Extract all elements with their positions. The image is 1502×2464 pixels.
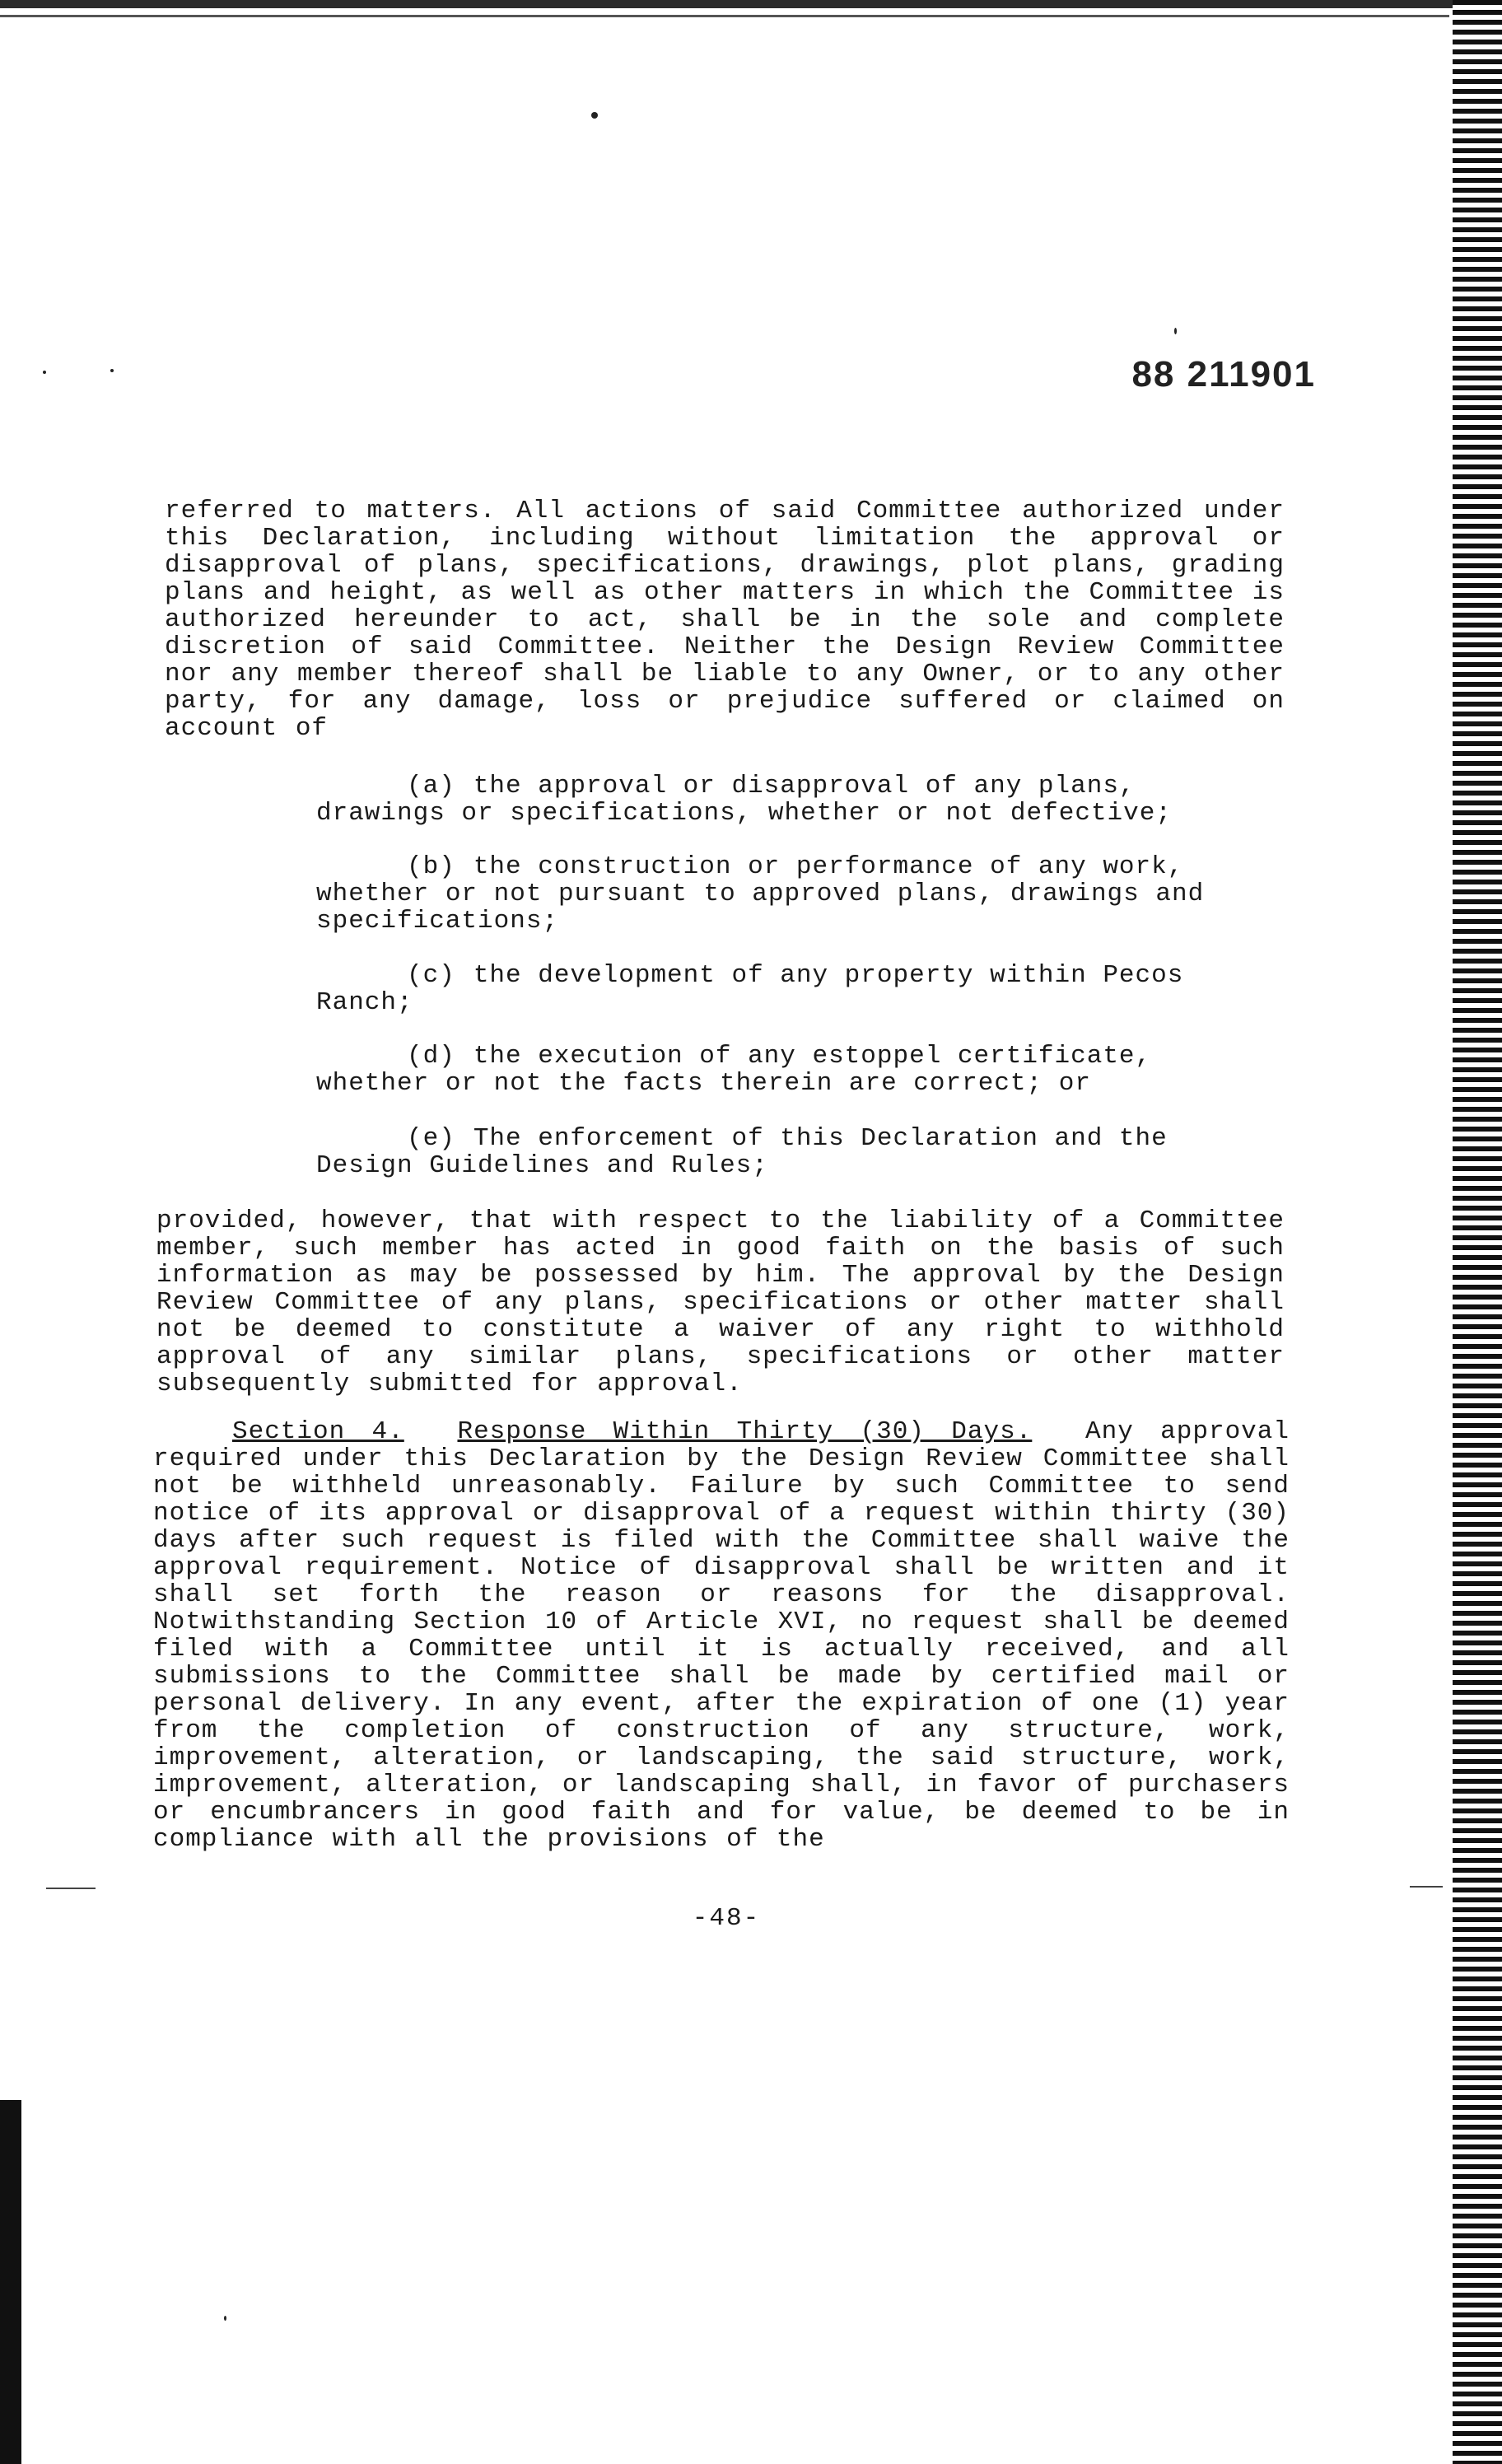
intro-paragraph: referred to matters. All actions of said Committee authorized under this Declaration, including without limitation the approval or disapproval of plans, specifications, drawings, plot plans, grading plans and height, as well as other matters in which the Committee is authorized hereunder to act, shall be in the sole and complete discretion of said Committee. Neither the Design Review Committee nor any member thereof shall be liable to any Owner, or to any other party, for any damage, loss or prejudice suffered or claimed on account of	[165, 497, 1285, 743]
section-text: Any approval required under this Declaration by the Design Review Committee shall not be withheld unreasonably. Failure by such Committee to send notice of its approval or disapproval of a request within thirty (30) days after such request is filed with the Committee shall waive the approval requirement. Notice of disapproval shall be written and it shall set forth the reason or reasons for the disapproval. Notwithstanding Section 10 of Article XVI, no request shall be deemed filed with a Committee until it is actually received, and all submissions to the Committee shall be made by certified mail or personal delivery. In any event, after the expiration of one (1) year from the completion of construction of any structure, work, improvement, alteration, or landscaping, the said structure, work, improvement, alteration, or landscaping shall, in favor of purchasers or encumbrancers in good faith and for value, be deemed to be in compliance with all the provisions of the	[153, 1417, 1290, 1854]
section-4-paragraph	[153, 1418, 1290, 1853]
scan-speck	[1174, 328, 1177, 334]
document-number: 88 211901	[1131, 354, 1316, 394]
scan-edge-band	[1453, 0, 1502, 2464]
list-item-text: the construction or performance of any work, whether or not pursuant to approved plans, drawings and specifications;	[316, 852, 1205, 936]
list-item	[316, 1043, 1206, 1097]
scan-mark	[1410, 1886, 1443, 1888]
scan-speck	[43, 371, 46, 374]
page-number: -48-	[692, 1904, 761, 1933]
scan-speck	[224, 2316, 226, 2321]
list-item-text: the execution of any estoppel certificate, whether or not the facts therein are correct; or	[316, 1042, 1152, 1098]
list-item-marker: (a)	[407, 772, 455, 800]
list-item-marker: (e)	[407, 1124, 455, 1153]
scan-mark	[46, 1888, 96, 1889]
scan-speck	[110, 369, 114, 372]
section-number: Section 4.	[232, 1417, 404, 1446]
list-item-marker: (d)	[407, 1042, 455, 1071]
list-item-marker: (b)	[407, 852, 455, 881]
list-item-text: the development of any property within Pecos Ranch;	[316, 961, 1184, 1017]
scan-top-border	[0, 0, 1502, 8]
scan-top-line	[0, 15, 1449, 17]
scan-speck	[591, 112, 598, 119]
section-title: Response Within Thirty (30) Days.	[457, 1417, 1033, 1446]
list-item	[316, 853, 1206, 935]
list-item-text: The enforcement of this Declaration and the Design Guidelines and Rules;	[316, 1124, 1168, 1180]
list-item	[316, 772, 1206, 827]
list-item-text: the approval or disapproval of any plans, drawings or specifications, whether or not defective;	[316, 772, 1172, 828]
list-item	[316, 1125, 1206, 1179]
list-item	[316, 962, 1206, 1016]
scan-left-shadow	[0, 2100, 21, 2464]
proviso-paragraph: provided, however, that with respect to the liability of a Committee member, such member has acted in good faith on the basis of such information as may be possessed by him. The approval by the Design Review Committee of any plans, specifications or other matter shall not be deemed to constitute a waiver of any right to withhold approval of any similar plans, specifications or other matter subsequently submitted for approval.	[156, 1206, 1285, 1398]
list-item-marker: (c)	[407, 961, 455, 990]
